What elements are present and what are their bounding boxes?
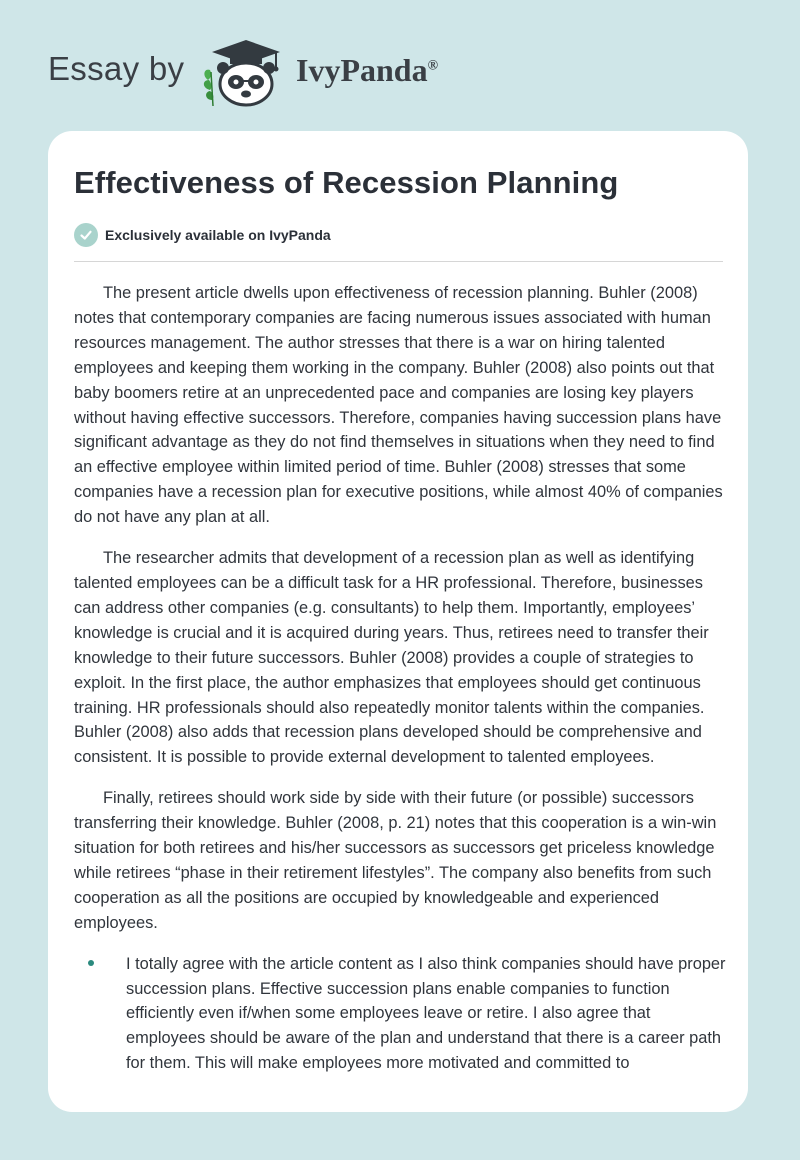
badge-label: Exclusively available on IvyPanda — [105, 227, 331, 243]
divider — [74, 261, 723, 262]
site-header — [0, 0, 800, 120]
brand-logo[interactable] — [296, 52, 438, 89]
check-icon — [74, 223, 98, 247]
list-item-text: I totally agree with the article content as I also think companies should have proper succession plans. Effective succession plans enable companies to function efficiently even if/when some employees leave or retire. I also agree that employees should be aware of the plan and understand that there is a career path for them. This will make employees more motivated and committed to — [126, 954, 726, 1073]
brand-name: IvyPanda — [296, 52, 428, 88]
paragraph: The researcher admits that development of a recession plan as well as identifying talented employees can be a difficult task for a HR professional. Therefore, businesses can address other companies (e.g. consultants) to help them. Importantly, employees’ knowledge is crucial and it is acquired during years. Thus, retirees need to transfer their knowledge to their future successors. Buhler (2008) provides a couple of strategies to exploit. In the first place, the author emphasizes that employees should get continuous training. HR professionals should also repeatedly monitor talents within the companies. Buhler (2008) also adds that recession plans developed should be comprehensive and consistent. It is possible to provide external development to talented employees. — [74, 549, 709, 767]
panda-graduate-icon[interactable] — [198, 36, 294, 108]
registered-mark: ® — [427, 58, 439, 74]
list-item — [74, 952, 728, 1077]
essay-title: Effectiveness of Recession Planning — [74, 165, 619, 200]
essay-card — [48, 131, 748, 1112]
exclusive-badge — [74, 222, 331, 248]
essay-body — [74, 281, 728, 1076]
bullet-icon — [88, 960, 94, 966]
essay-by-label: Essay by — [48, 50, 185, 87]
paragraph: The present article dwells upon effectiveness of recession planning. Buhler (2008) notes that contemporary companies are facing numerous issues associated with human resources management. The author stresses that there is a war on hiring talented employees and keeping them working in the company. Buhler (2008) also points out that baby boomers retire at an unprecedented pace and companies are losing key players without having effective successors. Therefore, companies having succession plans have significant advantage as they do not find themselves in situations when they need to find an effective employee within limited period of time. Buhler (2008) stresses that some companies have a recession plan for executive positions, while almost 40% of companies do not have any plan at all. — [74, 284, 723, 527]
bullet-list — [74, 952, 728, 1077]
paragraph: Finally, retirees should work side by side with their future (or possible) successors transferring their knowledge. Buhler (2008, p. 21) notes that this cooperation is a win-win situation for both retirees and his/her successors as successors get priceless knowledge while retirees “phase in their retirement lifestyles”. The company also benefits from such cooperation as all the positions are occupied by knowledgeable and experienced employees. — [74, 789, 717, 932]
